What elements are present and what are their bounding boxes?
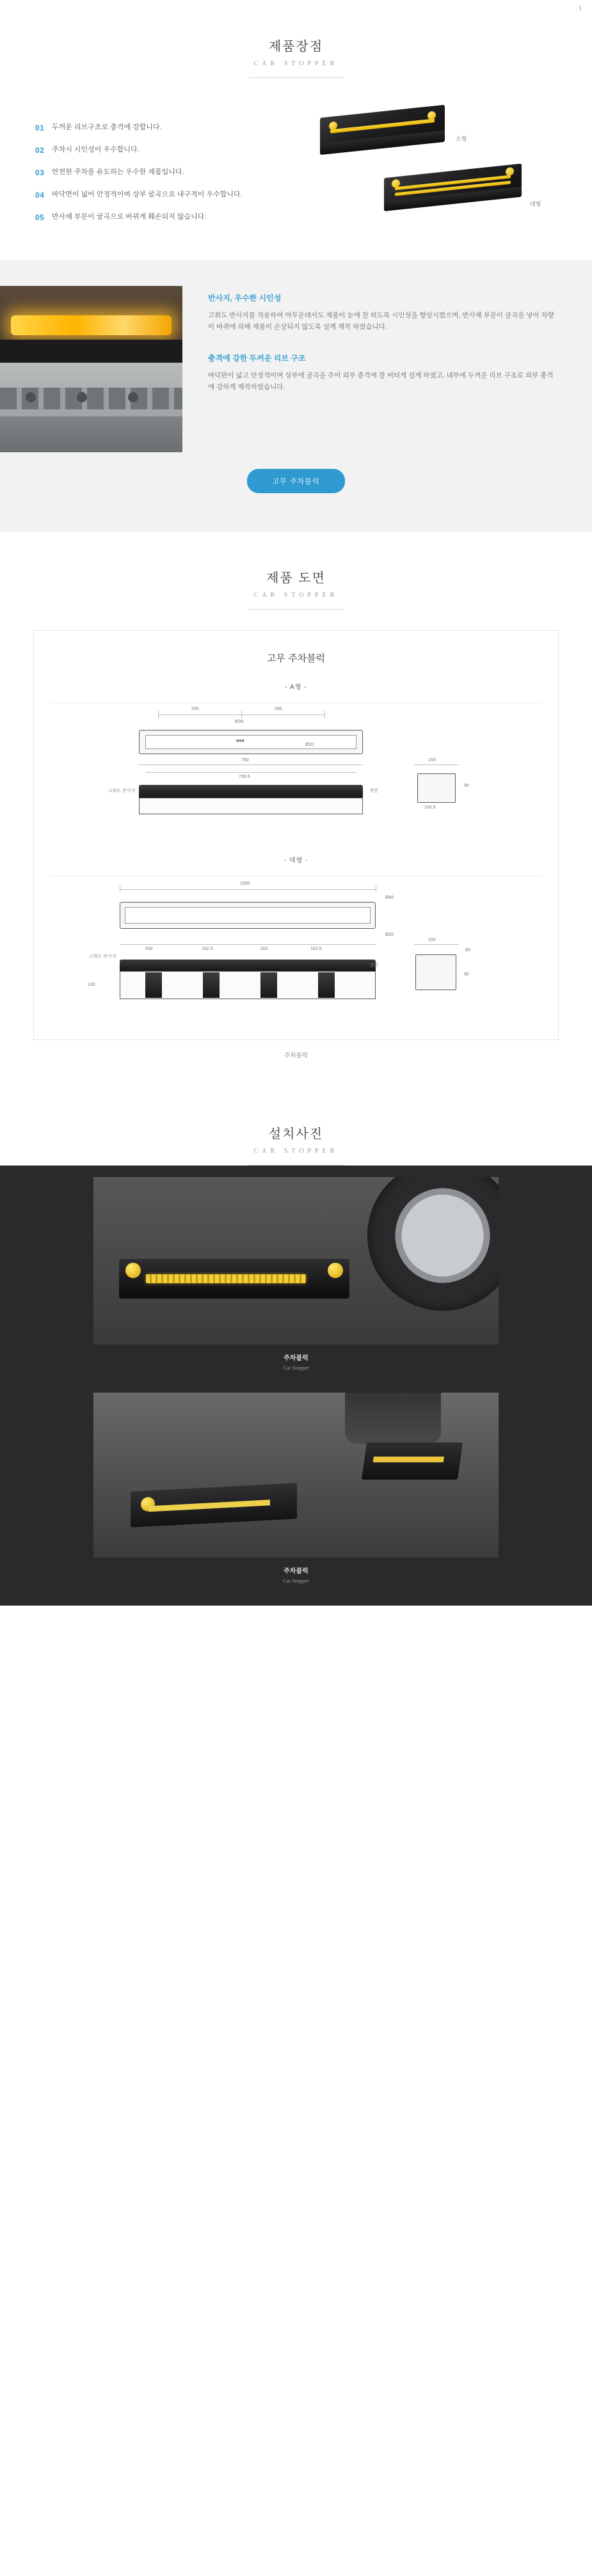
cta-row [0, 452, 592, 493]
detail-text-column [182, 286, 592, 452]
install-photo-2 [93, 1393, 499, 1558]
dim-label: 200 [260, 947, 268, 951]
drawing-title-en: CAR STOPPER [253, 592, 339, 599]
feature-text: 안전한 주차를 유도하는 우수한 제품입니다. [52, 168, 184, 176]
install-title-ko: 설치사진 [268, 1127, 324, 1141]
dim-label: 90 [464, 972, 469, 977]
dim-label: 255 [191, 707, 199, 711]
note-label: 정면 [369, 789, 378, 793]
dim-label: 255 [275, 707, 282, 711]
dim-label: 130 [88, 983, 95, 987]
note-label: 정면 [369, 963, 378, 968]
detail-body: 고휘도 반사지를 적용하여 야무운데서도 제품이 눈에 잘 띄도록 시인성을 향상시켰으며, 반사체 부분이 굴곡을 넣어 차량이 바퀴에 의해 제품이 손상되지 않도록 설계 제작 하였습니다. [208, 312, 554, 331]
dim-label: Ø20 [305, 743, 314, 747]
dim-label: 90 [464, 784, 469, 788]
stopper-graphic-right [362, 1442, 463, 1480]
dim-label: 706.5 [239, 775, 250, 779]
dim-label: 750 [241, 758, 249, 763]
dim-label: Ø40 [385, 896, 394, 900]
install-title-en: CAR STOPPER [253, 1148, 339, 1155]
install-photo-1-caption-ko: 주차블럭 [284, 1355, 308, 1362]
feature-text: 바닥면이 넓어 안정적이며 상부 굴곡으로 내구적이 우수합니다. [52, 190, 243, 198]
features-list [35, 104, 272, 235]
detail-band [0, 260, 592, 532]
dim-label: 192.5 [202, 947, 213, 951]
technical-drawing-b [49, 876, 543, 1023]
install-photo-2-caption-en: Car Stopper [283, 1577, 309, 1584]
install-photo-2-caption-ko: 주차블럭 [284, 1568, 308, 1575]
stopper-small-graphic [320, 111, 445, 139]
dim-label: 80 [465, 948, 470, 952]
feature-number: 01 [35, 123, 45, 132]
rib-structure-photo [0, 363, 182, 452]
feature-item [35, 123, 272, 133]
detail-block [208, 352, 556, 393]
detail-body: 바닥판이 넓고 안정적이며 상부에 굴곡을 주어 외부 충격에 잘 버티게 설계 하였고, 내부에 두꺼운 리브 구조로 외부 충격에 강하게 제작하였습니다. [208, 371, 554, 391]
drawing-sheet [33, 630, 559, 1040]
detail-heading: 반사지, 우수한 시인성 [208, 294, 282, 303]
install-heading [0, 1087, 592, 1166]
dim-label: 102.5 [310, 947, 322, 951]
dim-label: 1000 [240, 881, 250, 886]
technical-drawing-a [49, 702, 543, 837]
feature-text: 주차시 시인성이 우수합니다. [52, 145, 140, 154]
label-large: 대형 [530, 201, 541, 207]
feature-number: 02 [35, 145, 45, 155]
product-illustration [307, 104, 557, 241]
drawing-stamp: ■■■ [236, 739, 244, 743]
drawing-section [0, 610, 592, 1087]
feature-text: 반사체 부분이 굴곡으로 바뀌게 훼손되지 않습니다. [52, 212, 207, 221]
feature-number: 04 [35, 190, 45, 200]
stopper-large-graphic [384, 171, 522, 196]
features-title-en: CAR STOPPER [253, 60, 339, 67]
detail-block [208, 292, 556, 333]
feature-text: 두꺼운 리브구조로 충격에 강합니다. [52, 123, 162, 131]
feature-item [35, 212, 272, 223]
rubber-parking-block-button[interactable]: 고무 주차블럭 [247, 469, 346, 493]
drawing-subtitle-b: - 대형 - [284, 857, 308, 864]
drawing-sheet-title: 고무 주차블럭 [266, 653, 326, 664]
reflective-strip-photo [0, 286, 182, 363]
corner-mark: 1 [579, 5, 582, 11]
drawing-caption: 주차블럭 [284, 1052, 308, 1059]
install-photo-1-wrap [93, 1177, 499, 1584]
car-wheel-graphic-2 [345, 1393, 441, 1444]
detail-heading: 충격에 강한 두꺼운 리브 구조 [208, 353, 306, 363]
feature-item [35, 190, 272, 200]
dim-label: 100.5 [424, 805, 436, 810]
dim-label: Ø35 [235, 720, 244, 724]
stopper-graphic-left [131, 1483, 297, 1528]
features-section [0, 78, 592, 260]
dim-label: 150 [428, 758, 436, 763]
features-title-ko: 제품장점 [268, 40, 324, 54]
feature-number: 03 [35, 168, 45, 177]
install-photo-1 [93, 1177, 499, 1345]
drawing-title-ko: 제품 도면 [266, 571, 326, 585]
note-label: 고휘도 반사지 [108, 789, 136, 793]
dim-label: 150 [428, 938, 436, 942]
features-heading [0, 0, 592, 78]
label-small: 소형 [456, 136, 467, 142]
dim-label: 500 [145, 947, 153, 951]
feature-item [35, 168, 272, 178]
dim-label: Ø20 [385, 933, 394, 937]
drawing-subtitle-a: - A형 - [285, 684, 307, 691]
stopper-graphic [119, 1259, 349, 1299]
install-photo-1-caption-en: Car Stopper [283, 1364, 309, 1371]
detail-photo-column [0, 286, 182, 452]
note-label: 고휘도 반사지 [89, 954, 116, 959]
feature-item [35, 145, 272, 155]
feature-number: 05 [35, 212, 45, 222]
drawing-heading [0, 532, 592, 610]
